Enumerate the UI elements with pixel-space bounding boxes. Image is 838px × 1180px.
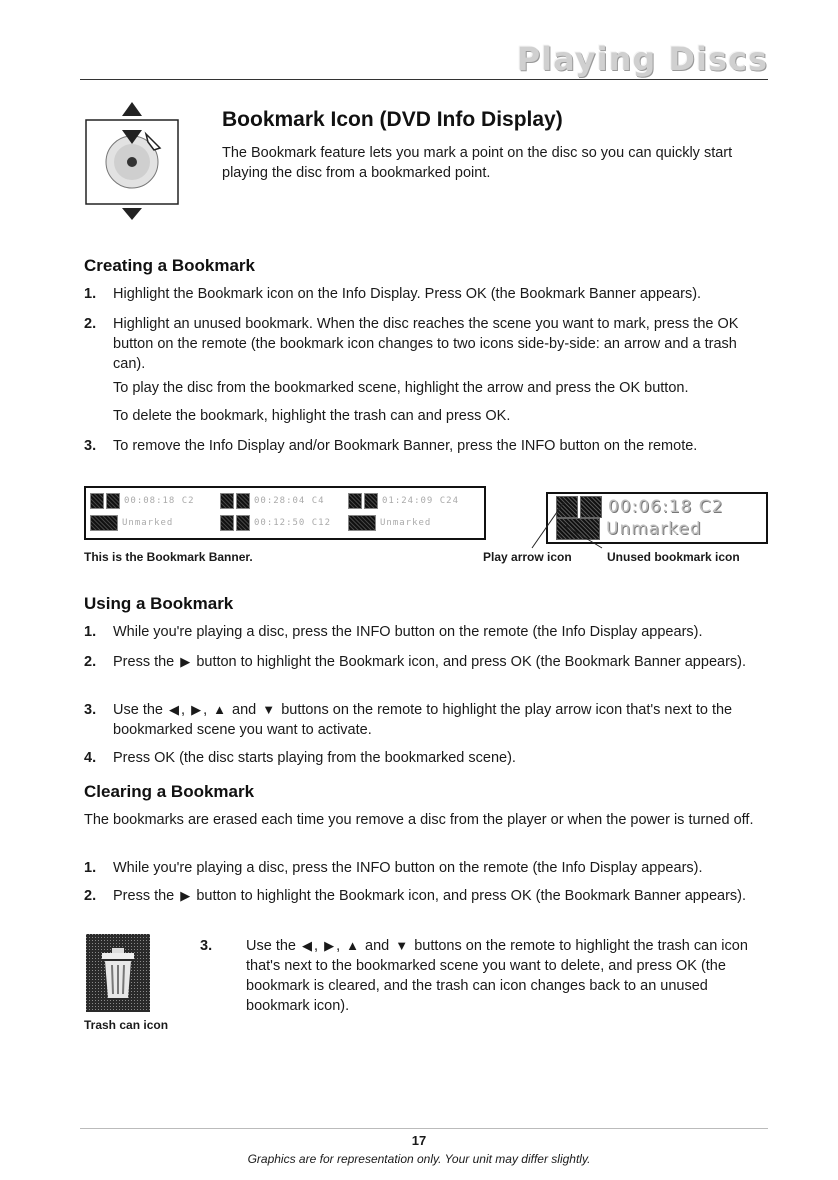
step-number: 2. — [84, 888, 97, 904]
clearing-step-2 — [84, 886, 764, 906]
bookmark-disc-icon — [84, 100, 180, 220]
up-arrow-icon: ▲ — [213, 702, 227, 717]
clearing-step-1 — [84, 858, 764, 878]
zoom-label: Unmarked — [606, 519, 702, 539]
zoom-time: 00:06:18 C2 — [608, 497, 724, 517]
caption-play-arrow: Play arrow icon — [483, 550, 572, 564]
banner-slot — [348, 491, 459, 511]
slot-label: Unmarked — [380, 518, 432, 528]
creating-step-2 — [84, 314, 764, 374]
step-text: While you're playing a disc, press the INFO button on the remote (the Info Display appears). — [113, 624, 703, 640]
using-step-1 — [84, 622, 764, 642]
header-divider — [80, 79, 768, 80]
trash-can-icon — [86, 934, 150, 1012]
step-text: Use the ◀ , ▶ , ▲ and ▼ buttons on the remote to highlight the trash can icon that's next to the bookmarked scene you want to delete, and press OK (the bookmark is cleared, and the trash can icon changes back to an unused bookmark icon). — [246, 938, 748, 1014]
slot-label: Unmarked — [122, 518, 174, 528]
step-number: 4. — [84, 750, 97, 766]
step-number: 3. — [84, 702, 97, 718]
left-arrow-icon: ◀ — [169, 702, 180, 717]
caption-unused-bookmark: Unused bookmark icon — [607, 550, 740, 564]
banner-slot — [220, 513, 331, 533]
trash-can-icon — [106, 493, 120, 509]
bookmark-banner — [84, 486, 486, 540]
slot-time: 01:24:09 C24 — [382, 496, 460, 506]
using-heading: Using a Bookmark — [84, 594, 234, 613]
play-arrow-icon — [220, 493, 234, 509]
step-number: 2. — [84, 316, 97, 332]
trash-can-icon — [236, 493, 250, 509]
play-arrow-icon — [220, 515, 234, 531]
caption-trash-can: Trash can icon — [84, 1018, 169, 1032]
right-arrow-icon: ▶ — [180, 654, 191, 669]
left-arrow-icon: ◀ — [302, 938, 313, 953]
creating-note-delete: To delete the bookmark, highlight the trash can and press OK. — [113, 408, 511, 424]
unused-bookmark-icon — [348, 515, 376, 531]
slot-time: 00:12:50 C12 — [254, 518, 332, 528]
step-text: Press the ▶ button to highlight the Bookmark icon, and press OK (the Bookmark Banner appears). — [113, 888, 747, 904]
step-text: Highlight the Bookmark icon on the Info Display. Press OK (the Bookmark Banner appears). — [113, 286, 702, 302]
footer-note: Graphics are for representation only. Your unit may differ slightly. — [247, 1152, 591, 1166]
play-arrow-icon — [348, 493, 362, 509]
trash-can-icon — [364, 493, 378, 509]
creating-step-3 — [84, 436, 764, 456]
step-number: 1. — [84, 624, 97, 640]
step-number: 3. — [200, 938, 213, 954]
step-text: Use the ◀ , ▶ , ▲ and ▼ buttons on the remote to highlight the play arrow icon that's next to the bookmarked scene you want to activate. — [113, 702, 733, 738]
clearing-step-3 — [200, 936, 760, 1016]
step-number: 1. — [84, 860, 97, 876]
using-step-4 — [84, 748, 764, 768]
clearing-heading: Clearing a Bookmark — [84, 782, 255, 801]
using-step-2 — [84, 652, 764, 672]
bookmark-section-intro: The Bookmark feature lets you mark a point on the disc so you can quickly start playing the disc from a bookmarked point. — [222, 145, 733, 181]
right-arrow-icon: ▶ — [180, 888, 191, 903]
up-arrow-icon: ▲ — [346, 938, 360, 953]
footer-divider — [80, 1128, 768, 1129]
banner-slot — [90, 491, 195, 511]
unused-bookmark-icon — [90, 515, 118, 531]
slot-time: 00:28:04 C4 — [254, 496, 325, 506]
play-arrow-icon — [90, 493, 104, 509]
step-number: 1. — [84, 286, 97, 302]
using-step-3 — [84, 700, 764, 740]
creating-heading: Creating a Bookmark — [84, 256, 255, 275]
down-arrow-icon: ▼ — [395, 938, 409, 953]
callout-lines — [520, 500, 640, 550]
banner-slot — [348, 513, 431, 533]
right-arrow-icon: ▶ — [191, 702, 202, 717]
step-text: Press the ▶ button to highlight the Bookmark icon, and press OK (the Bookmark Banner appears). — [113, 654, 747, 670]
down-arrow-icon: ▼ — [262, 702, 276, 717]
creating-step-1 — [84, 284, 764, 304]
step-number: 3. — [84, 438, 97, 454]
banner-slot — [220, 491, 325, 511]
creating-note-play: To play the disc from the bookmarked scene, highlight the arrow and press the OK button. — [113, 380, 689, 396]
step-text: Press OK (the disc starts playing from the bookmarked scene). — [113, 750, 516, 766]
trash-can-icon — [236, 515, 250, 531]
clearing-intro: The bookmarks are erased each time you remove a disc from the player or when the power is turned off. — [84, 812, 754, 828]
step-text: To remove the Info Display and/or Bookmark Banner, press the INFO button on the remote. — [113, 438, 698, 454]
right-arrow-icon: ▶ — [324, 938, 335, 953]
slot-time: 00:08:18 C2 — [124, 496, 195, 506]
banner-slot — [90, 513, 173, 533]
bookmark-section-title: Bookmark Icon (DVD Info Display) — [222, 108, 563, 131]
caption-bookmark-banner: This is the Bookmark Banner. — [84, 550, 253, 564]
page-number: 17 — [411, 1133, 427, 1148]
step-number: 2. — [84, 654, 97, 670]
step-text: Highlight an unused bookmark. When the disc reaches the scene you want to mark, press the OK button on the remote (the bookmark icon changes to two icons side-by-side: an arrow and a trash can). — [113, 316, 739, 372]
page-header-title: Playing Discs — [516, 40, 768, 78]
step-text: While you're playing a disc, press the INFO button on the remote (the Info Display appears). — [113, 860, 703, 876]
